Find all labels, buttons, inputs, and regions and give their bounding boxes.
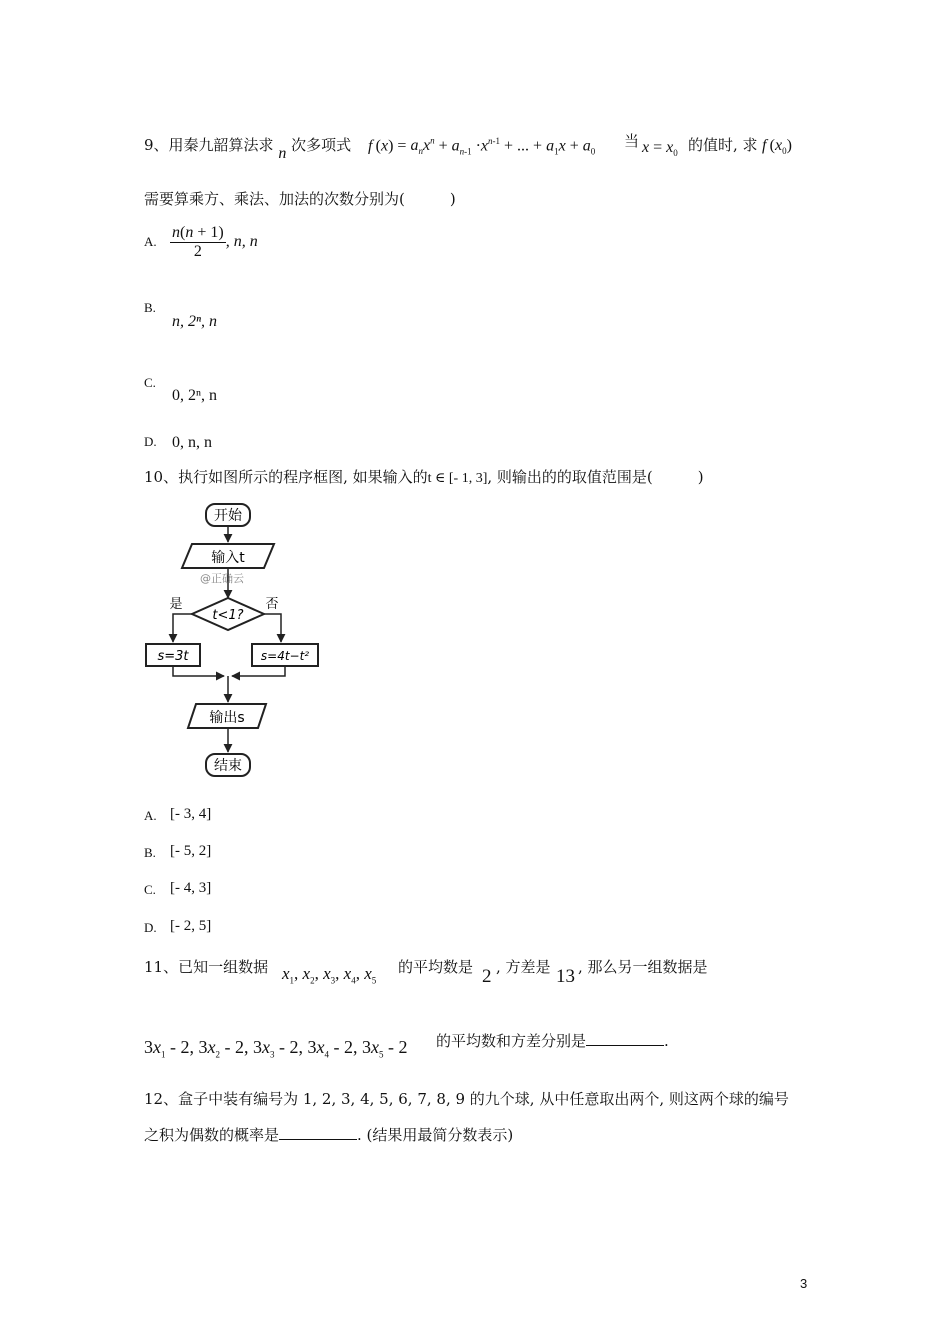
q9-option-c-label: C. bbox=[144, 375, 156, 390]
q10-option-b-value: [- 5, 2] bbox=[170, 843, 212, 859]
q9-option-a-label: A. bbox=[144, 234, 157, 249]
flow-start-label: 开始 bbox=[214, 508, 242, 524]
q9-prefix: 9、用秦九韶算法求 bbox=[144, 136, 274, 154]
q11-tail: 的平均数和方差分别是 bbox=[436, 1032, 587, 1050]
q11-tail-line bbox=[436, 1030, 669, 1051]
q10-option-a-label: A. bbox=[144, 808, 157, 823]
q10-option-d-label: D. bbox=[144, 920, 157, 935]
q9-suffix: 的值时, 求 bbox=[688, 136, 758, 154]
q11-variance: 13 bbox=[556, 966, 575, 987]
q9-option-a-fraction: $\frac{n(n + 1)}{2}$ bbox=[172, 224, 224, 260]
q9-polynomial: f $(x) = a_nx^n + a_{n-1} \cdot x^{n-1}$ + ... + $a_1x + a_0$ bbox=[368, 136, 596, 157]
q10-option-b-label: B. bbox=[144, 845, 156, 860]
q12-answer-blank[interactable] bbox=[279, 1125, 357, 1140]
q11-answer-blank[interactable] bbox=[586, 1031, 664, 1046]
q10-text2: , 则输出的的取值范围是( ) bbox=[487, 468, 704, 486]
page-number: 3 bbox=[800, 1276, 808, 1291]
q9-option-c-value: 0, 2ⁿ, n bbox=[172, 387, 218, 404]
q9-x-eq-x0: $x = x_0$ bbox=[642, 139, 678, 159]
q10-option-c-label: C. bbox=[144, 882, 156, 897]
q9-line1 bbox=[144, 134, 352, 162]
q11-new-data-set: $3x_1 - 2$, $3x_2 - 2$, $3x_3 - 2$, $3x_4 - 2$, $3x_5 - 2$ bbox=[144, 1037, 408, 1060]
q9-option-d-value: 0, n, n bbox=[172, 434, 212, 451]
q11-mid1: 的平均数是 bbox=[398, 958, 474, 976]
flow-no-label: 否 bbox=[265, 597, 279, 612]
q10-line bbox=[144, 466, 704, 487]
flow-watermark: @正确云 bbox=[200, 572, 244, 585]
q11-mid2: , 方差是 bbox=[496, 958, 551, 976]
q12-line1: 12、盒子中装有编号为 1, 2, 3, 4, 5, 6, 7, 8, 9 的九个球, 从中任意取出两个, 则这两个球的编号 bbox=[144, 1090, 789, 1108]
q12-line2a: 之积为偶数的概率是 bbox=[144, 1126, 280, 1144]
q11-data-set: $x_1$, $x_2$, $x_3$, $x_4$, $x_5$ bbox=[282, 964, 377, 986]
flow-end-label: 结束 bbox=[214, 758, 242, 774]
q10-condition: t ∈ [- 1, 3] bbox=[427, 471, 488, 486]
flow-input-label: 输入t bbox=[211, 550, 245, 566]
q10-flowchart bbox=[140, 496, 340, 786]
q10-option-d-value: [- 2, 5] bbox=[170, 918, 212, 934]
q9-option-b-value: n, 2ⁿ, n bbox=[172, 313, 218, 330]
q12-line2 bbox=[144, 1124, 513, 1145]
q11-mid3: , 那么另一组数据是 bbox=[578, 958, 708, 976]
q11-mean: 2 bbox=[482, 966, 492, 987]
q9-line2: 需要算乘方、乘法、加法的次数分别为( ) bbox=[144, 190, 456, 208]
q9-f-x0: f $(x_0)$ bbox=[762, 137, 792, 157]
q9-option-b-label: B. bbox=[144, 300, 156, 315]
q9-option-a-value: , n, n bbox=[225, 233, 258, 251]
q11-end: . bbox=[664, 1032, 669, 1050]
q9-option-a bbox=[170, 224, 258, 261]
flow-output-label: 输出s bbox=[209, 710, 245, 726]
flow-right-label: s=4t−t² bbox=[260, 649, 310, 663]
q10-option-a-value: [- 3, 4] bbox=[170, 806, 212, 822]
q9-mid: 次多项式 bbox=[291, 136, 352, 154]
q9-option-d-label: D. bbox=[144, 434, 157, 449]
q10-text: 10、执行如图所示的程序框图, 如果输入的 bbox=[144, 468, 428, 486]
q10-option-c-value: [- 4, 3] bbox=[170, 880, 212, 896]
q11-prefix: 11、已知一组数据 bbox=[144, 958, 269, 976]
q9-dang: 当 bbox=[624, 132, 640, 150]
flow-yes-label: 是 bbox=[169, 597, 183, 612]
q9-n: n bbox=[278, 145, 287, 162]
q12-line2b: . (结果用最简分数表示) bbox=[357, 1126, 514, 1144]
flow-decision-label: t<1? bbox=[212, 608, 244, 623]
flow-left-label: s=3t bbox=[157, 649, 189, 664]
